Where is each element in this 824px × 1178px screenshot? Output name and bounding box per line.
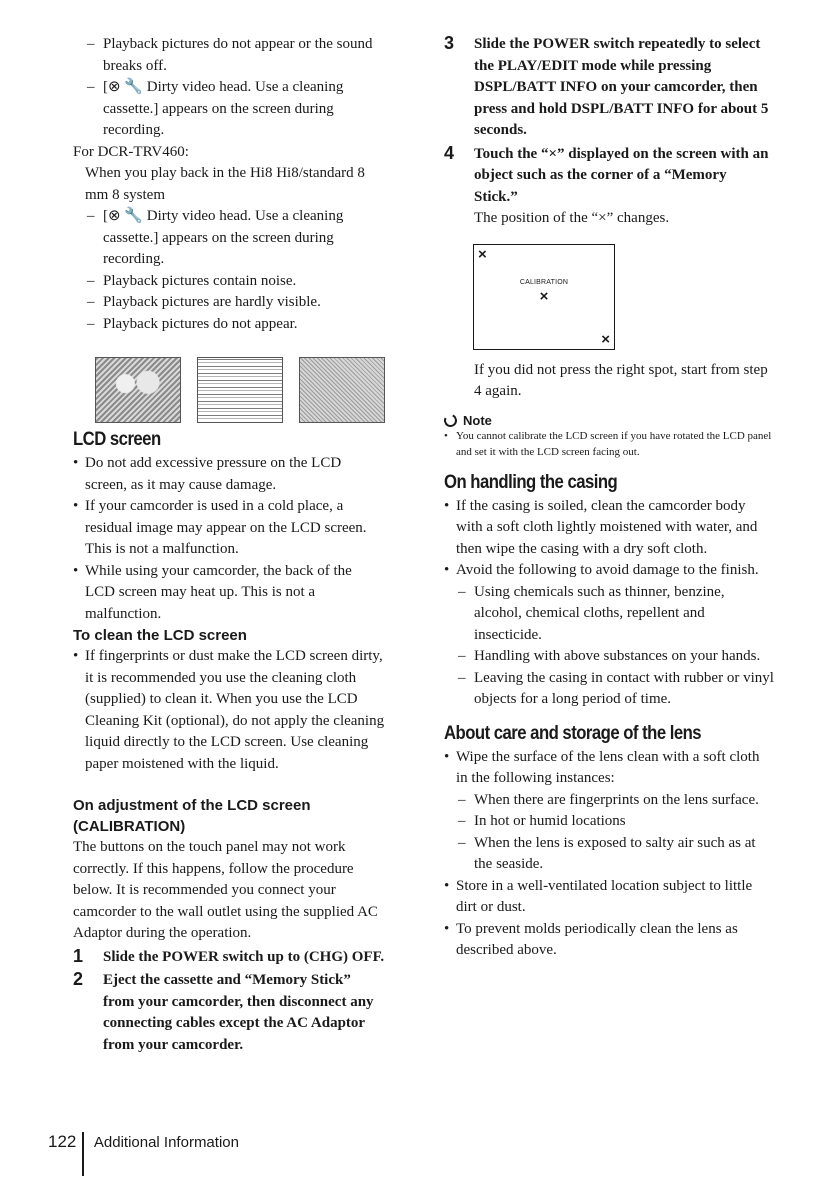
- calibration-heading: On adjustment of the LCD screen (CALIBRATION): [73, 797, 311, 835]
- page-footer: [48, 1132, 239, 1176]
- step-3: [444, 34, 774, 142]
- list-item: • Do not add excessive pressure on the LCD screen, as it may cause damage.: [73, 453, 385, 496]
- note-heading: [444, 413, 774, 428]
- list-item: – [⊗ 🔧 Dirty video head. Use a cleaning cassette.] appears on the screen during recording.: [73, 77, 385, 142]
- note-text: • You cannot calibrate the LCD screen if you have rotated the LCD panel and set it with the LCD screen facing out.: [444, 428, 774, 460]
- list-item: – Playback pictures contain noise.: [73, 271, 385, 293]
- list-item: – When the lens is exposed to salty air such as at the seaside.: [444, 833, 774, 876]
- note-title: Note: [463, 412, 492, 428]
- clean-lcd-heading: To clean the LCD screen: [73, 627, 247, 644]
- list-item: – Leaving the casing in contact with rubber or vinyl objects for a long period of time.: [444, 668, 774, 711]
- lcd-screen-heading: LCD screen: [73, 429, 161, 450]
- list-item: – Using chemicals such as thinner, benzine, alcohol, chemical cloths, repellent and insecticide.: [444, 582, 774, 647]
- list-item: – Handling with above substances on your hands.: [444, 646, 774, 668]
- footer-divider: [82, 1132, 84, 1176]
- calibration-mark-bottom-right: ×: [601, 330, 610, 348]
- list-item: – Playback pictures do not appear or the sound breaks off.: [73, 34, 385, 77]
- list-item: • Avoid the following to avoid damage to the finish.: [444, 560, 774, 582]
- list-item: • If your camcorder is used in a cold place, a residual image may appear on the LCD screen. This is not a malfunction.: [73, 496, 385, 561]
- retry-text: If you did not press the right spot, start from step 4 again.: [474, 361, 768, 399]
- step-number: 2: [73, 969, 84, 989]
- model-heading: For DCR-TRV460:: [73, 143, 189, 160]
- playback-examples: [95, 357, 385, 423]
- step-4-result: The position of the “×” changes.: [474, 210, 670, 226]
- step-number: 4: [444, 142, 455, 163]
- page-number: 122: [48, 1132, 77, 1151]
- step-text: Slide the POWER switch repeatedly to select the PLAY/EDIT mode while pressing DSPL/BATT INFO on your camcorder, then press and hold DSPL/BATT INFO for about 5 seconds.: [474, 36, 769, 138]
- list-item: • Store in a well-ventilated location subject to little dirt or dust.: [444, 876, 774, 919]
- casing-heading: On handling the casing: [444, 471, 618, 493]
- calibration-mark-top-left: ×: [478, 245, 487, 263]
- barely-visible-picture-image: [197, 357, 283, 423]
- list-item: – In hot or humid locations: [444, 811, 774, 833]
- step-text: Slide the POWER switch up to (CHG) OFF.: [103, 948, 385, 965]
- calibration-label: CALIBRATION: [519, 278, 569, 286]
- model-description: When you play back in the Hi8 Hi8/standard 8 mm 8 system: [85, 165, 365, 203]
- calibration-screen-illustration: [473, 244, 615, 350]
- step-number: 3: [444, 33, 455, 53]
- calibration-mark-center: ×: [539, 287, 549, 305]
- right-column: [444, 34, 774, 962]
- step-1: [73, 947, 385, 969]
- list-item: • To prevent molds periodically clean the lens as described above.: [444, 919, 774, 962]
- note-icon: [442, 412, 459, 429]
- list-item: • Wipe the surface of the lens clean with a soft cloth in the following instances:: [444, 747, 774, 790]
- list-item: – When there are fingerprints on the lens surface.: [444, 790, 774, 812]
- step-text: Touch the “×” displayed on the screen with an object such as the corner of a “Memory Stick.”: [474, 145, 769, 205]
- step-text: Eject the cassette and “Memory Stick” from your camcorder, then disconnect any connecting cables except the AC Adaptor from your camcorder.: [103, 972, 374, 1053]
- lens-heading: About care and storage of the lens: [444, 722, 702, 744]
- noisy-picture-image: [95, 357, 181, 423]
- step-4: [444, 144, 774, 209]
- section-title: Additional Information: [93, 1134, 239, 1151]
- calibration-intro: The buttons on the touch panel may not work correctly. If this happens, follow the procedure below. It is recommended you connect your camcorder to the wall outlet using the supplied AC Adaptor during the operation.: [73, 839, 378, 941]
- no-picture-image: [299, 357, 385, 423]
- list-item: – Playback pictures do not appear.: [73, 314, 385, 336]
- list-item: • While using your camcorder, the back of the LCD screen may heat up. This is not a malfunction.: [73, 561, 385, 626]
- step-2: [73, 970, 385, 1056]
- left-column: [73, 34, 385, 1056]
- list-item: • If fingerprints or dust make the LCD screen dirty, it is recommended you use the cleaning cloth (supplied) to clean it. When you use the LCD Cleaning Kit (optional), do not apply the cleaning liquid directly to the LCD screen. Use cleaning paper moistened with the liquid.: [73, 646, 385, 775]
- step-number: 1: [73, 945, 84, 966]
- list-item: – Playback pictures are hardly visible.: [73, 292, 385, 314]
- list-item: – [⊗ 🔧 Dirty video head. Use a cleaning cassette.] appears on the screen during recording.: [73, 206, 385, 271]
- list-item: • If the casing is soiled, clean the camcorder body with a soft cloth lightly moistened with water, and then wipe the casing with a dry soft cloth.: [444, 496, 774, 561]
